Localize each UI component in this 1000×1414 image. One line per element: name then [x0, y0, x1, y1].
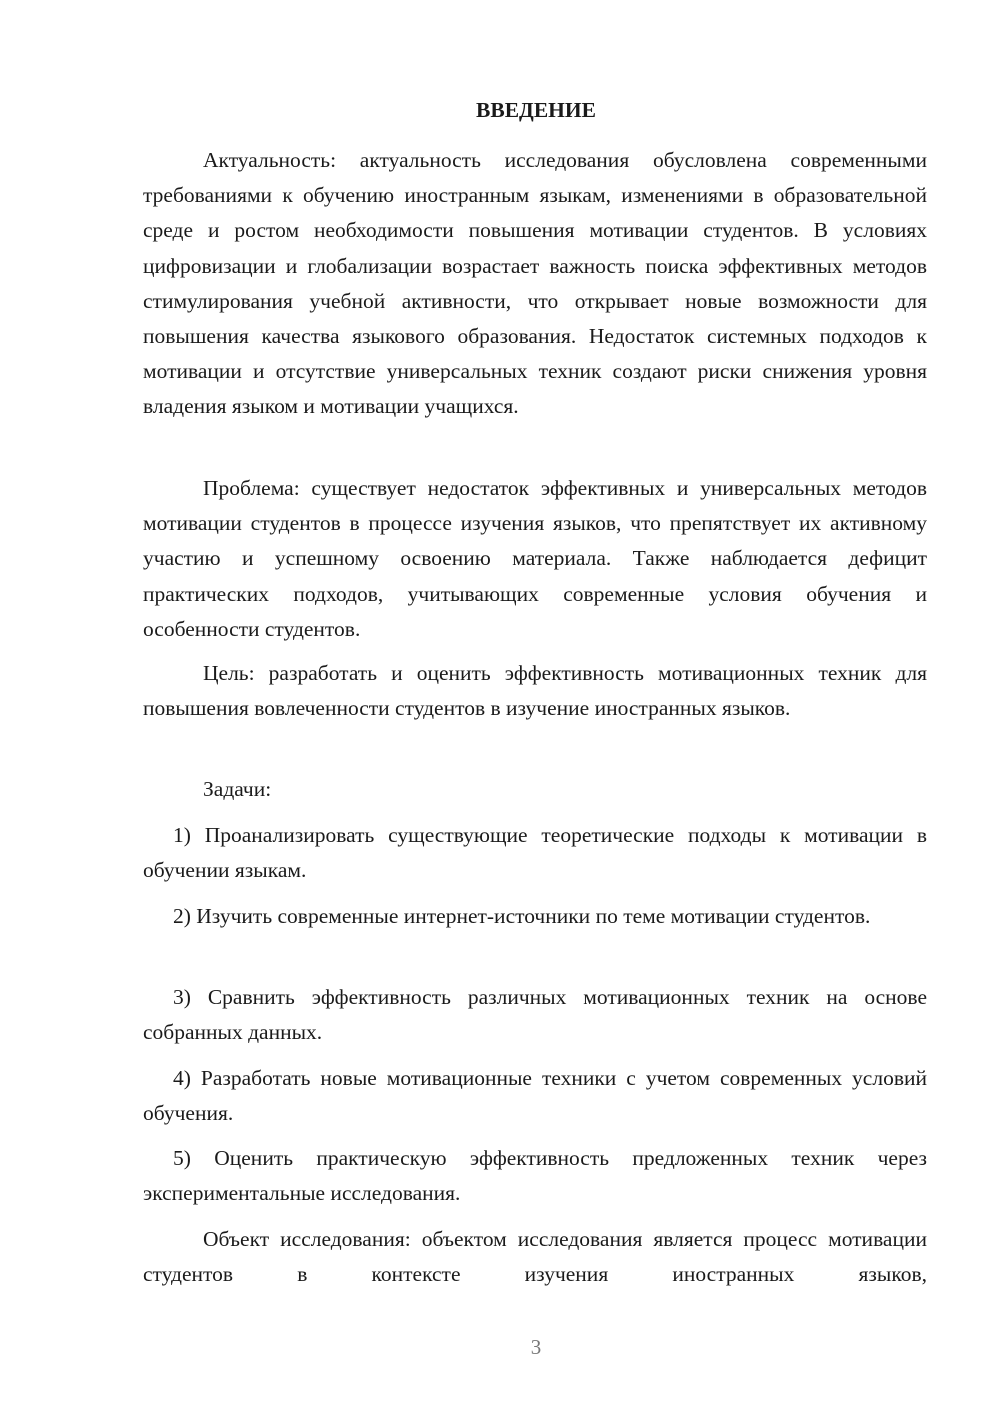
task-item-2: 2) Изучить современные интернет-источники по теме мотивации студентов. [173, 904, 871, 928]
tasks-heading: Задачи: [203, 777, 272, 801]
page-number: 3 [530, 1335, 542, 1359]
page-title: ВВЕДЕНИЕ [476, 98, 596, 122]
paragraph-problem: Проблема: существует недостаток эффективных и универсальных методов мотивации студентов в процессе изучения языков, что препятствует их активному участию и успешному освоению материала. Также наблюдается дефицит практических подходов, учитывающих современные условия обучения и особенности студентов. [143, 476, 927, 641]
paragraph-goal: Цель: разработать и оценить эффективность мотивационных техник для повышения вовлеченности студентов в изучение иностранных языков. [143, 661, 927, 721]
task-item-5: 5) Оценить практическую эффективность предложенных техник через экспериментальные исследования. [143, 1146, 927, 1206]
task-item-1: 1) Проанализировать существующие теоретические подходы к мотивации в обучении языкам. [143, 823, 927, 883]
paragraph-relevance: Актуальность: актуальность исследования обусловлена современными требованиями к обучению иностранным языкам, изменениями в образовательной среде и ростом необходимости повышения мотивации студентов. В условиях цифровизации и глобализации возрастает важность поиска эффективных методов стимулирования учебной активности, что открывает новые возможности для повышения качества языкового образования. Недостаток системных подходов к мотивации и отсутствие универсальных техник создают риски снижения уровня владения языком и мотивации учащихся. [143, 148, 927, 419]
task-item-3: 3) Сравнить эффективность различных мотивационных техник на основе собранных данных. [143, 985, 927, 1045]
paragraph-object: Объект исследования: объектом исследования является процесс мотивации студентов в контексте изучения иностранных языков, [143, 1227, 927, 1287]
task-item-4: 4) Разработать новые мотивационные техники с учетом современных условий обучения. [143, 1066, 927, 1126]
